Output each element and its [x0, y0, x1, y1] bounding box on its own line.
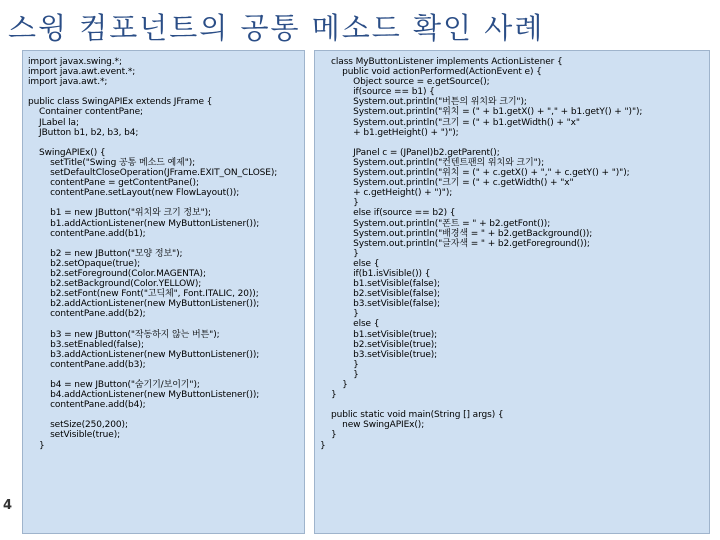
page-number: 4 — [3, 498, 13, 513]
slide-title: 스윙 컴포넌트의 공통 메소드 확인 사례 — [8, 11, 545, 45]
code-block-left: import javax.swing.*; import java.awt.event.*; import java.awt.*; public class SwingAPIEx extends JFrame { Container contentPane; JLabel la; JButton b1, b2, b3, b4; SwingAPIEx() { setTitle("Swing 공통 메소드 예제"); setDefaultCloseOperation(JFrame.EXIT_ON_CLOSE); contentPane = getContentPane(); contentPane.setLayout(new FlowLayout()); b1 = new JButton("위치와 크기 정보"); b1.addActionListener(new MyButtonListener()); contentPane.add(b1); b2 = new JButton("모양 정보"); b2.setOpaque(true); b2.setForeground(Color.MAGENTA); b2.setBackground(Color.YELLOW); b2.setFont(new Font("고딕체", Font.ITALIC, 20)); b2.addActionListener(new MyButtonListener()); contentPane.add(b2); b3 = new JButton("작동하지 않는 버튼"); b3.setEnabled(false); b3.addActionListener(new MyButtonListener()); contentPane.add(b3); b4 = new JButton("숨기기/보이기"); b4.addActionListener(new MyButtonListener()); contentPane.add(b4); setSize(250,200); setVisible(true); } — [28, 57, 278, 451]
code-panel-left — [22, 50, 305, 534]
code-block-right: class MyButtonListener implements ActionListener { public void actionPerformed(ActionEvent e) { Object source = e.getSource(); if(source == b1) { System.out.println("버튼의 위치와 크기"); System.out.println("위치 = (" + b1.getX() + "," + b1.getY() + ")"); System.out.println("크기 = (" + b1.getWidth() + "x" + b1.getHeight() + ")"); JPanel c = (JPanel)b2.getParent(); System.out.println("컨텐트팬의 위치와 크기"); System.out.println("위치 = (" + c.getX() + "," + c.getY() + ")"); System.out.println("크기 = (" + c.getWidth() + "x" + c.getHeight() + ")"); } else if(source == b2) { System.out.println("폰트 = " + b2.getFont()); System.out.println("배경색 = " + b2.getBackground()); System.out.println("글자색 = " + b2.getForeground()); } else { if(b1.isVisible()) { b1.setVisible(false); b2.setVisible(false); b3.setVisible(false); } else { b1.setVisible(true); b2.setVisible(true); b3.setVisible(true); } } } } public static void main(String [] args) { new SwingAPIEx(); } } — [320, 57, 643, 451]
code-panel-right — [314, 50, 710, 534]
